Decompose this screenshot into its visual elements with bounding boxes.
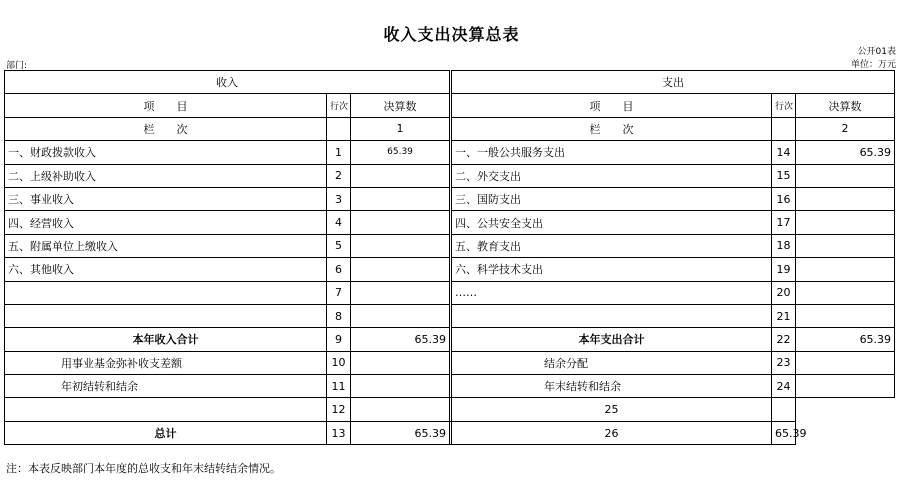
expense-item: 结余分配 <box>452 351 772 374</box>
income-amount-header: 决算数 <box>351 94 450 117</box>
income-line-header: 行次 <box>327 94 351 117</box>
expense-grand-amount: 65.39 <box>772 421 796 444</box>
footnote: 注：本表反映部门本年度的总收支和年末结转结余情况。 <box>6 462 281 475</box>
expense-line: 24 <box>772 375 796 398</box>
income-item <box>5 281 327 304</box>
expense-amount <box>796 211 895 234</box>
income-amount <box>351 281 450 304</box>
expense-total-amount: 65.39 <box>796 328 895 351</box>
expense-total-line: 22 <box>772 328 796 351</box>
income-item: 四、经营收入 <box>5 211 327 234</box>
income-header: 收入 <box>5 71 450 94</box>
income-item: 一、财政拨款收入 <box>5 141 327 164</box>
income-line: 8 <box>327 304 351 327</box>
expense-line: 20 <box>772 281 796 304</box>
expense-amount <box>772 398 796 421</box>
income-line: 6 <box>327 258 351 281</box>
expense-item: 五、教育支出 <box>452 234 772 257</box>
expense-line: 15 <box>772 164 796 187</box>
expense-item: 一、一般公共服务支出 <box>452 141 772 164</box>
unit-label: 单位：万元 <box>850 60 896 70</box>
income-amount <box>351 164 450 187</box>
income-amount <box>351 258 450 281</box>
income-amount <box>351 398 450 421</box>
grand-total-row <box>5 421 895 444</box>
expense-line: 25 <box>452 398 772 421</box>
expense-item <box>452 304 772 327</box>
expense-line: 23 <box>772 351 796 374</box>
expense-item: 三、国防支出 <box>452 187 772 210</box>
expense-amount <box>796 375 895 398</box>
income-lan-header: 栏 次 <box>5 117 327 140</box>
expense-line: 14 <box>772 141 796 164</box>
income-item <box>5 398 327 421</box>
income-amount <box>351 187 450 210</box>
income-total-line: 9 <box>327 328 351 351</box>
income-total-amount: 65.39 <box>351 328 450 351</box>
expense-total-label: 本年支出合计 <box>452 328 772 351</box>
income-item: 用事业基金弥补收支差额 <box>5 351 327 374</box>
income-amount <box>351 234 450 257</box>
report-title: 收入支出决算总表 <box>383 25 520 44</box>
expense-item: 年末结转和结余 <box>452 375 772 398</box>
income-line: 10 <box>327 351 351 374</box>
income-item: 六、其他收入 <box>5 258 327 281</box>
expense-line: 16 <box>772 187 796 210</box>
expense-item: …… <box>452 281 772 304</box>
expense-line: 17 <box>772 211 796 234</box>
income-amount <box>351 304 450 327</box>
income-grand-amount: 65.39 <box>351 421 450 444</box>
expense-item-header: 项 目 <box>452 94 772 117</box>
expense-item: 二、外交支出 <box>452 164 772 187</box>
expense-item: 四、公共安全支出 <box>452 211 772 234</box>
expense-grand-line: 26 <box>452 421 772 444</box>
income-lan-blank <box>327 117 351 140</box>
expense-line: 18 <box>772 234 796 257</box>
expense-lan-header: 栏 次 <box>452 117 772 140</box>
expense-amount <box>796 281 895 304</box>
income-expense-table <box>4 70 895 445</box>
expense-item: 六、科学技术支出 <box>452 258 772 281</box>
income-line: 1 <box>327 141 351 164</box>
income-grand-label: 总计 <box>5 421 327 444</box>
income-item-header: 项 目 <box>5 94 327 117</box>
income-line: 3 <box>327 187 351 210</box>
income-amount <box>351 375 450 398</box>
expense-amount <box>796 187 895 210</box>
income-item: 年初结转和结余 <box>5 375 327 398</box>
income-line: 7 <box>327 281 351 304</box>
income-amount <box>351 211 450 234</box>
expense-amount-header: 决算数 <box>796 94 895 117</box>
table-row <box>5 398 895 421</box>
income-line: 5 <box>327 234 351 257</box>
income-item <box>5 304 327 327</box>
income-line: 2 <box>327 164 351 187</box>
income-grand-line: 13 <box>327 421 351 444</box>
expense-line-header: 行次 <box>772 94 796 117</box>
expense-lan-blank <box>772 117 796 140</box>
income-line: 4 <box>327 211 351 234</box>
expense-amount <box>796 164 895 187</box>
income-item: 五、附属单位上缴收入 <box>5 234 327 257</box>
expense-amount <box>796 351 895 374</box>
form-code: 公开01表 <box>857 47 896 57</box>
income-total-label: 本年收入合计 <box>5 328 327 351</box>
income-col-number: 1 <box>351 117 450 140</box>
expense-amount <box>796 304 895 327</box>
expense-line: 19 <box>772 258 796 281</box>
income-item: 三、事业收入 <box>5 187 327 210</box>
department-label: 部门: <box>6 61 28 71</box>
income-item: 二、上级补助收入 <box>5 164 327 187</box>
expense-amount: 65.39 <box>796 141 895 164</box>
expense-col-number: 2 <box>796 117 895 140</box>
income-line: 11 <box>327 375 351 398</box>
expense-header: 支出 <box>452 71 895 94</box>
expense-line: 21 <box>772 304 796 327</box>
expense-amount <box>796 258 895 281</box>
income-line: 12 <box>327 398 351 421</box>
expense-amount <box>796 234 895 257</box>
income-amount: 65.39 <box>351 141 450 164</box>
income-amount <box>351 351 450 374</box>
